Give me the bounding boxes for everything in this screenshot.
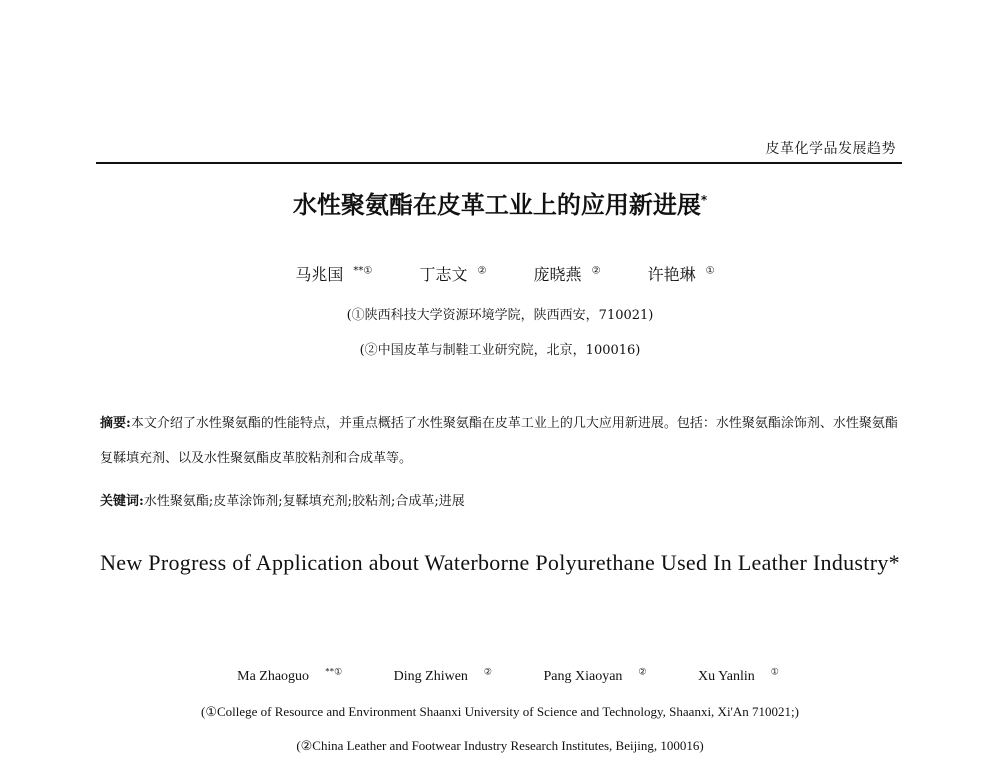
author-list — [0, 262, 1000, 285]
english-author — [527, 666, 647, 684]
author-name: 许艳琳 — [647, 265, 696, 284]
abstract-text: 本文介绍了水性聚氨酯的性能特点，并重点概括了水性聚氨酯在皮革工业上的几大应用新进展。包括：水性聚氨酯涂饰剂、水性聚氨酯复鞣填充剂、以及水性聚氨酯皮革胶粘剂和合成革等。 — [100, 416, 898, 466]
abstract-label: 摘要: — [100, 416, 131, 431]
author-mark: **① — [353, 265, 373, 277]
article-title-text: 水性聚氨酯在皮革工业上的应用新进展 — [292, 191, 701, 219]
english-author-name: Ma Zhaoguo — [237, 668, 310, 684]
article-title — [0, 185, 1000, 220]
keywords-label: 关键词: — [100, 494, 144, 509]
affiliation: (②中国皮革与制鞋工业研究院，北京，100016) — [359, 343, 641, 358]
english-affiliation: (②China Leather and Footwear Industry Research Institutes, Beijing, 100016) — [296, 738, 704, 753]
author — [524, 265, 601, 284]
english-author-name: Pang Xiaoyan — [543, 668, 623, 684]
author — [638, 265, 715, 284]
keywords — [100, 484, 905, 519]
english-author-mark: ② — [483, 666, 492, 676]
author — [409, 265, 486, 284]
abstract — [100, 406, 905, 476]
english-author-name: Ding Zhiwen — [393, 668, 468, 684]
english-affiliation: (①College of Resource and Environment Shaanxi University of Science and Technology, Shaanxi, Xi'An 710021;) — [201, 704, 799, 719]
author-name: 庞晓燕 — [533, 265, 582, 284]
english-author-mark: **① — [325, 666, 343, 676]
running-head: 皮革化学品发展趋势 — [765, 141, 896, 157]
author-name: 丁志文 — [419, 265, 468, 284]
author-mark: ② — [591, 265, 601, 277]
author — [285, 265, 372, 284]
affiliation: (①陕西科技大学资源环境学院，陕西西安，710021) — [346, 308, 654, 323]
english-author — [221, 666, 343, 684]
author-name: 马兆国 — [295, 265, 344, 284]
english-author-mark: ① — [770, 666, 779, 676]
english-title: New Progress of Application about Waterborne Polyurethane Used In Leather Industry* — [100, 550, 900, 575]
english-author — [378, 666, 492, 684]
english-author-list — [0, 666, 1000, 685]
title-footnote-mark: * — [700, 193, 708, 207]
author-mark: ① — [705, 265, 715, 277]
english-author — [682, 666, 779, 684]
header-rule — [96, 162, 902, 164]
keywords-text: 水性聚氨酯;皮革涂饰剂;复鞣填充剂;胶粘剂;合成革;进展 — [143, 494, 465, 509]
english-author-name: Xu Yanlin — [698, 668, 755, 684]
english-author-mark: ② — [638, 666, 647, 676]
author-mark: ② — [477, 265, 487, 277]
